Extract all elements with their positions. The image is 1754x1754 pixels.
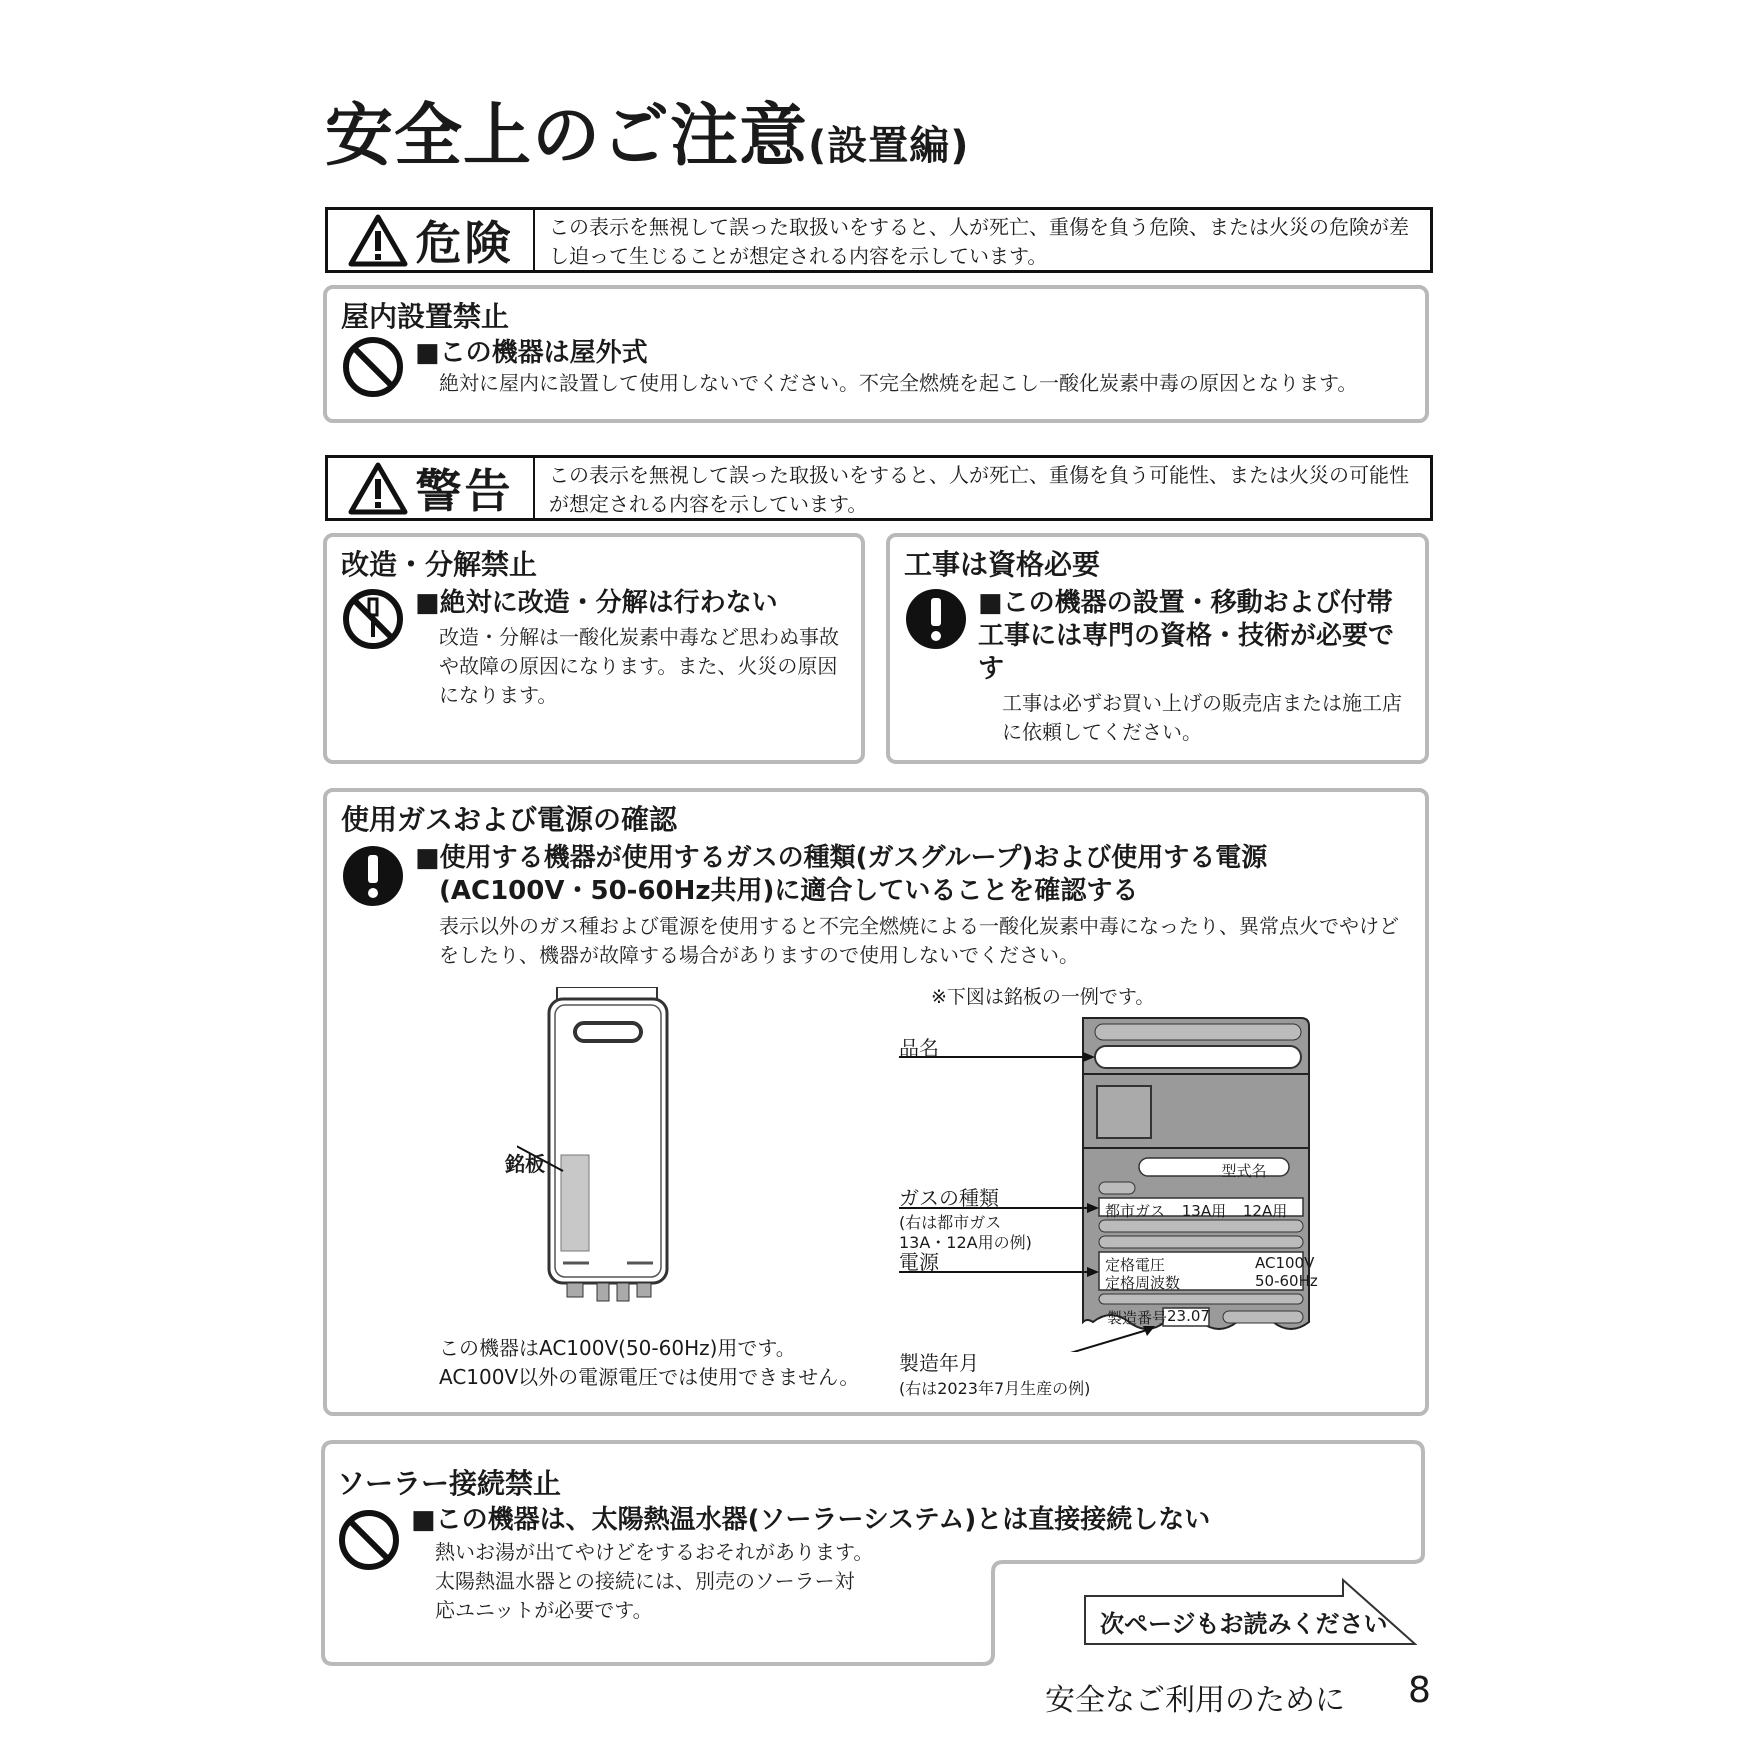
prohibition-circle-icon: [341, 335, 405, 399]
modify-box: [323, 533, 865, 764]
plate-serial-label: 製造番号: [1107, 1309, 1168, 1327]
gas-note-2: AC100V以外の電源電圧では使用できません。: [439, 1365, 860, 1389]
indoor-heading: 屋内設置禁止: [341, 300, 510, 333]
nameplate-label: 銘板: [505, 1152, 545, 1176]
warning-level-bar: [325, 455, 1433, 521]
water-heater-illustration: [517, 987, 707, 1307]
callout-gas-sub-2: 13A・12A用の例): [899, 1233, 1032, 1252]
plate-voltage: AC100V: [1255, 1254, 1315, 1272]
callout-gas-sub-1: (右は都市ガス: [899, 1213, 1002, 1232]
qualified-body: 工事は必ずお買い上げの販売店または施工店に依頼してください。: [1002, 691, 1402, 744]
gas-body: 表示以外のガス種および電源を使用すると不完全燃焼による一酸化炭素中毒になったり、異常点火でやけどをしたり、機器が故障する場合がありますので使用しないでください。: [439, 914, 1399, 967]
solar-body-1: 熱いお湯が出てやけどをするおそれがあります。: [435, 1540, 874, 1564]
plate-model-name: 型式名: [1221, 1162, 1267, 1180]
callout-date-sub: (右は2023年7月生産の例): [899, 1379, 1091, 1398]
page-title: [325, 82, 970, 179]
warning-triangle-icon: [348, 213, 408, 267]
next-page-text: 次ページもお読みください: [1100, 1610, 1388, 1638]
warning-label: 警告: [415, 464, 514, 518]
solar-heading: ソーラー接続禁止: [337, 1467, 562, 1500]
modify-body: 改造・分解は一酸化炭素中毒など思わぬ事故や故障の原因になります。また、火災の原因になります。: [439, 625, 839, 707]
footer-section-title: 安全なご利用のために: [1045, 1683, 1345, 1718]
callout-product-name: 品名: [899, 1036, 939, 1060]
warning-label-cell: [328, 458, 535, 518]
solar-body-3: 応ユニットが必要です。: [435, 1598, 653, 1622]
exclamation-circle-icon: [904, 587, 968, 651]
danger-level-bar: [325, 207, 1433, 273]
no-disassembly-icon: [341, 587, 405, 651]
page-number: 8: [1408, 1670, 1431, 1711]
callout-manufacture-date: 製造年月: [899, 1351, 979, 1375]
plate-frequency: 50-60Hz: [1255, 1272, 1318, 1290]
warning-triangle-icon: [348, 461, 408, 515]
example-note: ※下図は銘板の一例です。: [931, 986, 1155, 1008]
gas-power-box: [323, 788, 1429, 1416]
gas-title-line2: (AC100V・50-60Hz共用)に適合していることを確認する: [439, 876, 1139, 906]
plate-frequency-label: 定格周波数: [1105, 1274, 1181, 1292]
danger-label: 危険: [415, 216, 514, 270]
modify-heading: 改造・分解禁止: [341, 548, 538, 581]
page-title-sub: (設置編): [808, 123, 970, 169]
danger-label-cell: [328, 210, 535, 270]
danger-description: この表示を無視して誤った取扱いをすると、人が死亡、重傷を負う危険、または火災の危険が差し迫って生じることが想定される内容を示しています。: [549, 215, 1409, 268]
indoor-title: ■この機器は屋外式: [415, 338, 648, 368]
solar-body-2: 太陽熱温水器との接続には、別売のソーラー対: [435, 1569, 855, 1593]
qualified-box: [886, 533, 1429, 764]
plate-serial: 23.07: [1167, 1307, 1210, 1325]
modify-title: ■絶対に改造・分解は行わない: [415, 588, 778, 618]
warning-description: この表示を無視して誤った取扱いをすると、人が死亡、重傷を負う可能性、または火災の可能性が想定される内容を示しています。: [549, 463, 1409, 516]
indoor-install-box: [323, 285, 1429, 423]
plate-voltage-label: 定格電圧: [1105, 1256, 1166, 1274]
plate-gas-type: 都市ガス 13A用 12A用: [1105, 1202, 1288, 1220]
prohibition-circle-icon: [337, 1508, 401, 1572]
page-title-main: 安全上のご注意: [325, 97, 809, 176]
exclamation-circle-icon: [341, 844, 405, 908]
qualified-heading: 工事は資格必要: [904, 548, 1101, 581]
callout-power: 電源: [899, 1250, 939, 1274]
callout-gas-type: ガスの種類: [899, 1186, 999, 1210]
solar-title: ■この機器は、太陽熱温水器(ソーラーシステム)とは直接接続しない: [411, 1505, 1211, 1535]
indoor-body: 絶対に屋内に設置して使用しないでください。不完全燃焼を起こし一酸化炭素中毒の原因となります。: [439, 371, 1358, 395]
gas-note-1: この機器はAC100V(50-60Hz)用です。: [439, 1336, 796, 1360]
qualified-title: ■この機器の設置・移動および付帯工事には専門の資格・技術が必要です: [978, 588, 1395, 684]
gas-heading: 使用ガスおよび電源の確認: [341, 803, 678, 836]
gas-title-line1: ■使用する機器が使用するガスの種類(ガスグループ)および使用する電源: [415, 843, 1268, 873]
